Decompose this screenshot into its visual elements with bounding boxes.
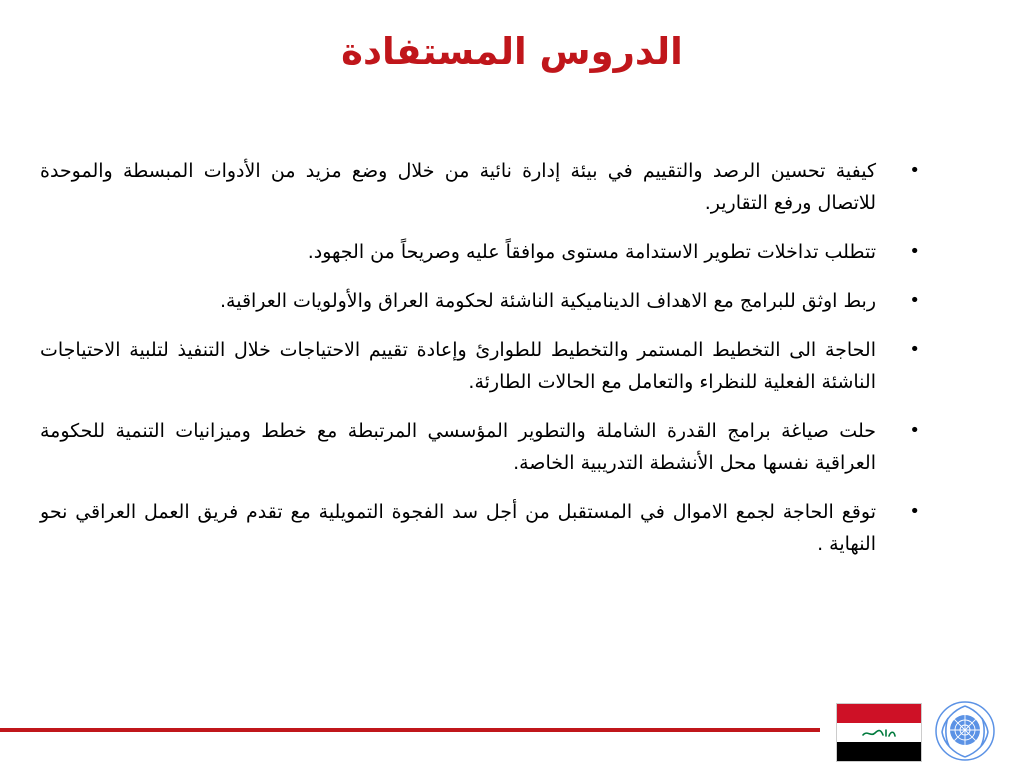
bullet-text: حلت صياغة برامج القدرة الشاملة والتطوير المؤسسي المرتبطة مع خطط وميزانيات التنمية للحكومة العراقية نفسها محل الأنشطة التدريبية الخاصة. [40, 420, 876, 474]
bullet-icon: • [909, 501, 920, 522]
flag-band-white [837, 723, 921, 742]
bullet-icon: • [909, 290, 920, 311]
bullet-item [40, 415, 920, 479]
bullet-text: كيفية تحسين الرصد والتقييم في بيئة إدارة نائية من خلال وضع مزيد من الأدوات المبسطة والموحدة للاتصال ورفع التقارير. [40, 160, 876, 214]
iraq-flag-icon [836, 703, 922, 762]
footer-divider [0, 728, 820, 732]
bullet-text: تتطلب تداخلات تطوير الاستدامة مستوى موافقاً عليه وصريحاً من الجهود. [307, 241, 876, 263]
flag-band-black [837, 742, 921, 761]
bullet-icon: • [909, 160, 920, 181]
bullet-item [40, 155, 920, 219]
bullet-list [40, 155, 920, 577]
bullet-icon: • [909, 420, 920, 441]
bullet-item [40, 334, 920, 398]
un-emblem-icon [934, 700, 996, 762]
bullet-text: توقع الحاجة لجمع الاموال في المستقبل من أجل سد الفجوة التمويلية مع تقدم فريق العمل العراقي نحو النهاية . [40, 501, 876, 555]
bullet-item [40, 285, 920, 317]
bullet-item [40, 496, 920, 560]
flag-band-red [837, 704, 921, 723]
bullet-icon: • [909, 241, 920, 262]
bullet-icon: • [909, 339, 920, 360]
bullet-text: ربط اوثق للبرامج مع الاهداف الديناميكية الناشئة لحكومة العراق والأولويات العراقية. [219, 290, 876, 312]
slide-title: الدروس المستفادة [341, 30, 683, 73]
bullet-text: الحاجة الى التخطيط المستمر والتخطيط للطوارئ وإعادة تقييم الاحتياجات خلال التنفيذ لتلبية الاحتياجات الناشئة الفعلية للنظراء والتعامل مع الحالات الطارئة. [40, 339, 876, 393]
bullet-item [40, 236, 920, 268]
flag-script-icon [859, 727, 899, 739]
